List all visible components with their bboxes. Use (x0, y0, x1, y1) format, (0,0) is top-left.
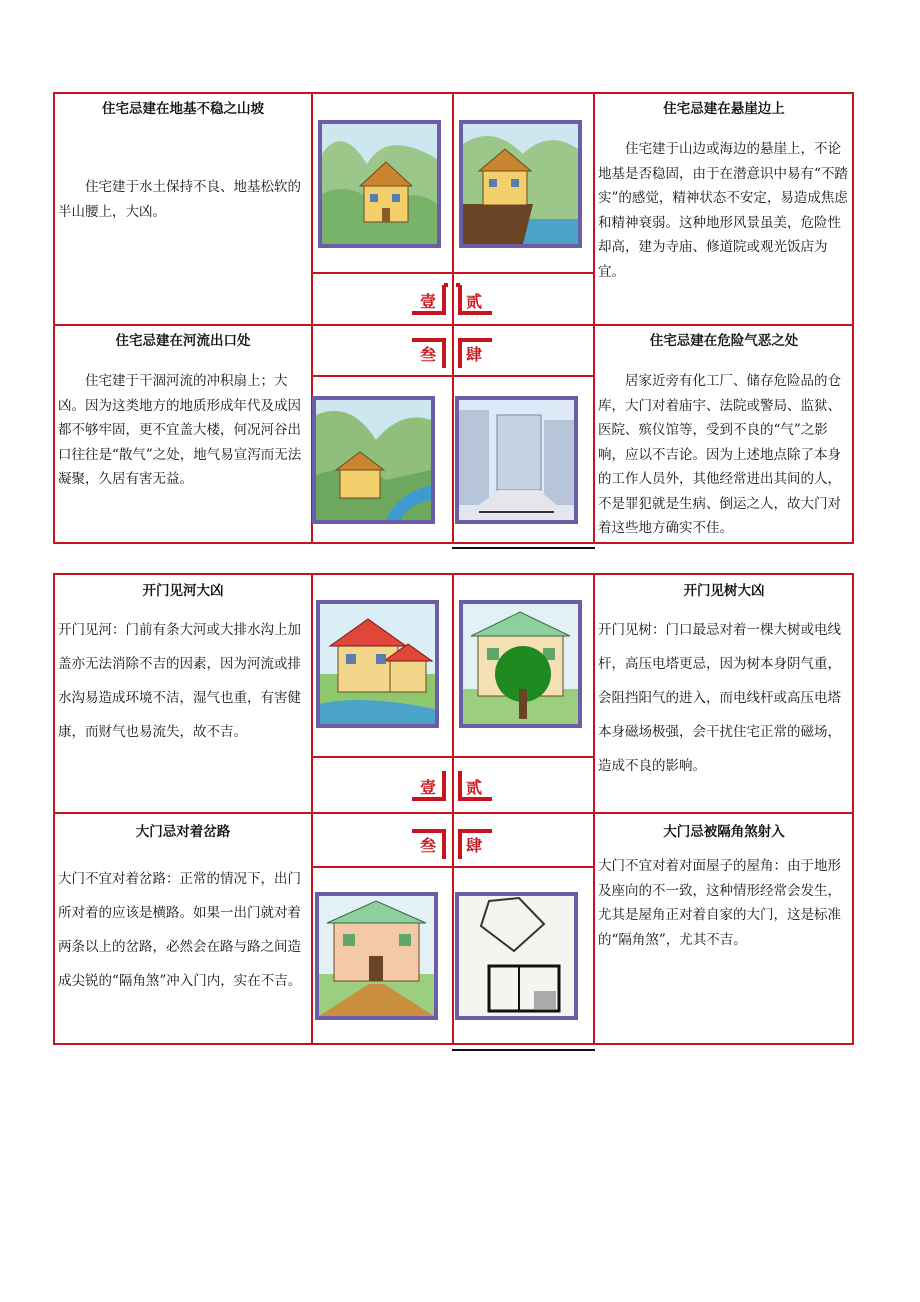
house-facing-river-image (316, 600, 439, 728)
section-body: 住宅建于水土保持不良、地基松软的半山腰上，大凶。 (58, 179, 301, 220)
floor-plan-image (455, 892, 578, 1020)
section-body: 开门见树：门口最忌对着一棵大树或电线杆，高压电塔更忌，因为树本身阴气重，会阻挡阳气的进入，而电线杆或高压电塔本身磁场极强，会干扰住宅正常的磁场，造成不良的影响。 (598, 622, 841, 774)
section-body: 大门不宜对着对面屋子的屋角：由于地形及座向的不一致，这种情形经常会发生，尤其是屋角正对着自家的大门，这是标准的“隔角煞”，尤其不吉。 (598, 858, 841, 948)
section-body: 开门见河：门前有条大河或大排水沟上加盖亦无法消除不吉的因素，因为河流或排水沟易造成环境不洁，湿气也重，有害健康，而财气也易流失，故不吉。 (58, 622, 301, 740)
seal-char: 肆 (466, 345, 483, 364)
seal-char: 叁 (420, 345, 437, 364)
house-facing-tree-image (459, 600, 582, 728)
city-buildings-image (455, 396, 578, 524)
seal-char: 壹 (420, 292, 437, 311)
section-title: 大门忌对着岔路 (135, 824, 231, 840)
seal-pair (408, 769, 496, 803)
seal-pair (408, 827, 496, 861)
seal-char: 肆 (466, 836, 483, 855)
section-title: 住宅忌建在危险气恶之处 (649, 333, 799, 349)
section-body: 住宅建于干涸河流的冲积扇上；大凶。因为这类地方的地质形成年代及成因都不够牢固，更不宜盖大楼，何况河谷出口往往是“散气”之处，地气易宣泻而无法凝聚，久居有害无益。 (58, 373, 302, 487)
section-title: 住宅忌建在悬崖边上 (663, 101, 785, 117)
section-title: 住宅忌建在河流出口处 (115, 333, 251, 349)
section-body: 大门不宜对着岔路：正常的情况下，出门所对着的应该是横路。如果一出门就对着两条以上的岔路，必然会在路与路之间造成尖锐的“隔角煞”冲入门内，实在不吉。 (58, 871, 302, 989)
section-title: 住宅忌建在地基不稳之山坡 (102, 101, 264, 117)
house-on-slope-image (318, 120, 441, 248)
seal-char: 壹 (420, 778, 437, 797)
section-title: 开门见树大凶 (683, 583, 765, 599)
section-title: 开门见河大凶 (142, 583, 224, 599)
section-title: 大门忌被隔角煞射入 (663, 824, 785, 840)
seal-pair (408, 336, 496, 370)
section-body: 居家近旁有化工厂、储存危险品的仓库，大门对着庙宇、法院或警局、监狱、医院、殡仪馆等，受到不良的“气”之影响，应以不吉论。因为上述地点除了本身的工作人员外，其他经常进出其间的人，不是罪犯就是生病、倒运之人，故大门对着这些地方确实不佳。 (598, 373, 841, 536)
seal-char: 贰 (466, 778, 483, 797)
seal-char: 贰 (466, 292, 483, 311)
house-facing-forked-road-image (315, 892, 438, 1020)
seal-char: 叁 (420, 836, 437, 855)
seal-pair (408, 283, 496, 317)
section-body: 住宅建于山边或海边的悬崖上，不论地基是否稳固，由于在潜意识中易有“不踏实”的感觉，精神状态不安定，易造成焦虑和精神衰弱。这种地形风景虽美，危险性却高，建为寺庙、修道院或观光饭店为宜。 (598, 141, 848, 280)
house-at-river-mouth-image (312, 396, 435, 524)
house-on-cliff-image (459, 120, 582, 248)
